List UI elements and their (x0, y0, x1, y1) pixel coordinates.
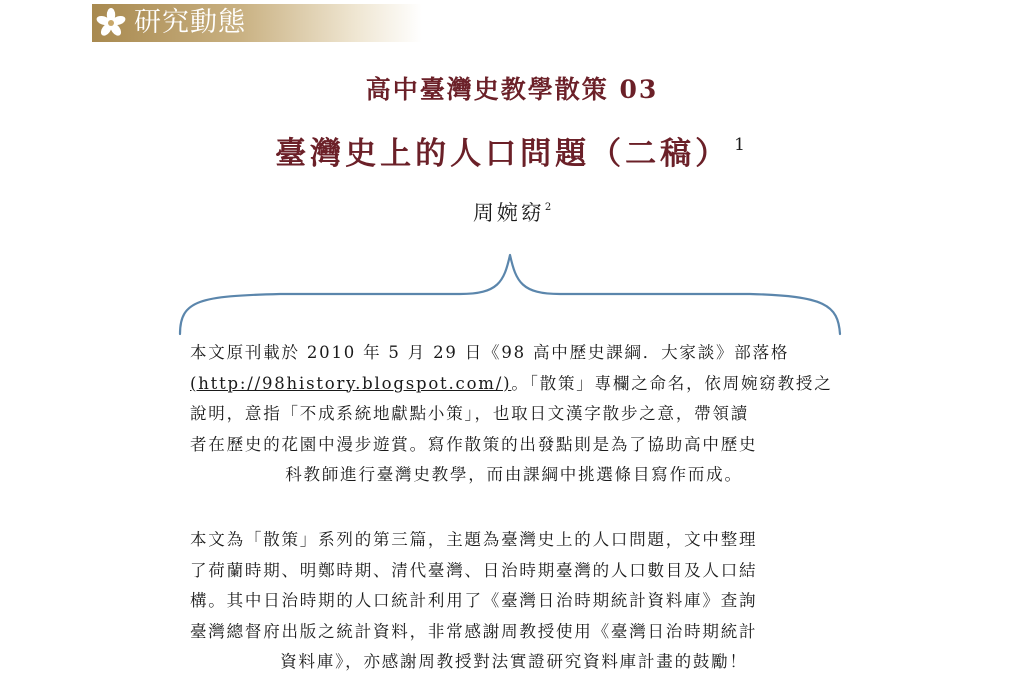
intro-line (190, 369, 838, 400)
title-footnote-marker: 1 (734, 135, 749, 155)
summary-line: 本文為「散策」系列的第三篇，主題為臺灣史上的人口問題，文中整理 (190, 530, 758, 549)
summary-line: 構。其中日治時期的人口統計利用了《臺灣日治時期統計資料庫》查詢 (190, 591, 758, 610)
section-label: 研究動態 (134, 7, 246, 38)
intro-line: 說明，意指「不成系統地獻點小策」，也取日文漢字散步之意，帶領讀 (190, 404, 750, 423)
intro-paragraph (190, 338, 838, 491)
series-title: 高中臺灣史教學散策 03 (365, 75, 659, 104)
page-title-text: 臺灣史上的人口問題（二稿） (275, 136, 731, 172)
author-name: 周婉窈 (472, 201, 545, 225)
summary-line: 臺灣總督府出版之統計資料，非常感謝周教授使用《臺灣日治時期統計 (190, 621, 758, 641)
author-footnote-marker: 2 (544, 202, 552, 213)
intro-line: 本文原刊載於 2010 年 5 月 29 日《98 高中歷史課綱．大家談》部落格 (190, 343, 790, 362)
intro-line: 者在歷史的花園中漫步遊賞。寫作散策的出發點則是為了協助高中歷史 (190, 434, 758, 454)
summary-paragraph (190, 525, 838, 678)
intro-line: 科教師進行臺灣史教學，而由課綱中挑選條目寫作而成。 (285, 465, 743, 484)
summary-line: 了荷蘭時期、明鄭時期、清代臺灣、日治時期臺灣的人口數目及人口結 (190, 560, 758, 580)
intro-line-text: 。「散策」專欄之命名，依周婉窈教授之 (511, 373, 833, 393)
blog-link[interactable]: (http://98history.blogspot.com/) (190, 373, 512, 393)
summary-line: 資料庫》，亦感謝周教授對法實證研究資料庫計畫的鼓勵！ (280, 652, 748, 671)
